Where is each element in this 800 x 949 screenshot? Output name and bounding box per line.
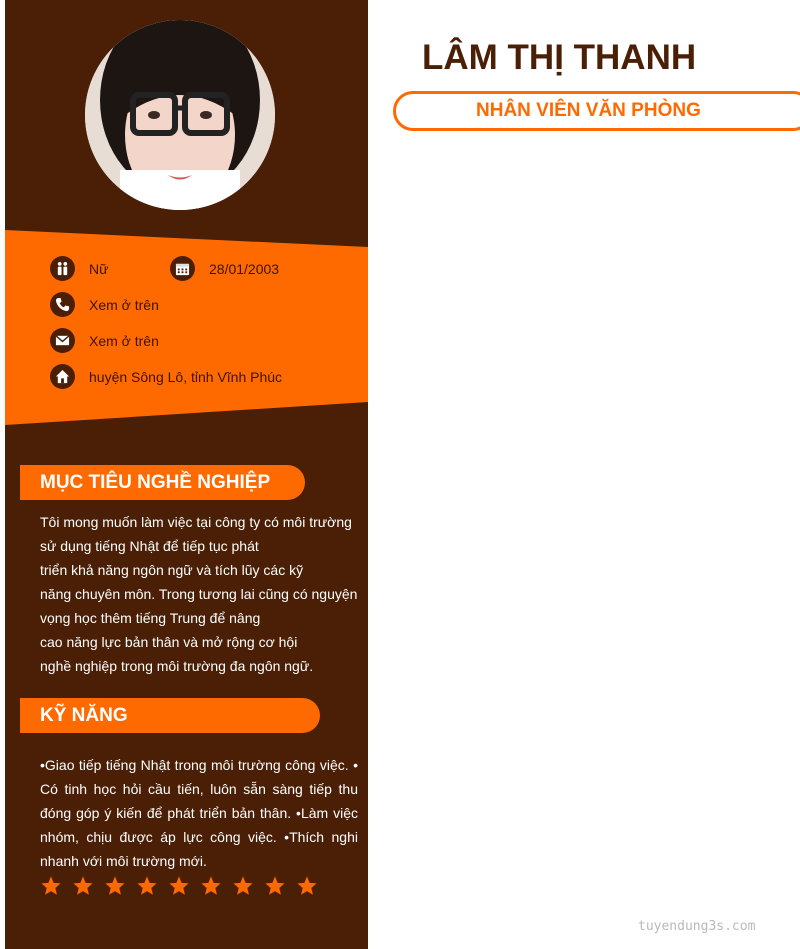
objective-line: Tôi mong muốn làm việc tại công ty có môi trường <box>40 514 352 530</box>
objective-line: nghề nghiệp trong môi trường đa ngôn ngữ. <box>40 658 314 674</box>
objective-line: sử dụng tiếng Nhật để tiếp tục phát <box>40 538 259 554</box>
objective-line: vọng học thêm tiếng Trung để nâng <box>40 610 261 626</box>
objective-heading: MỤC TIÊU NGHỀ NGHIỆP <box>20 465 305 500</box>
contact-phone <box>50 292 159 317</box>
star-icon <box>200 875 222 897</box>
star-icon <box>296 875 318 897</box>
contact-email <box>50 328 159 353</box>
star-icon <box>72 875 94 897</box>
contact-address <box>50 364 282 389</box>
watermark: tuyendung3s.com <box>638 919 756 934</box>
contact-birthday <box>170 256 279 281</box>
star-icon <box>136 875 158 897</box>
phone-value: Xem ở trên <box>89 296 159 313</box>
skill-rating <box>40 875 328 897</box>
birthday-value: 28/01/2003 <box>209 260 280 277</box>
home-icon <box>50 364 75 389</box>
candidate-name: LÂM THỊ THANH <box>422 38 697 77</box>
star-icon <box>264 875 286 897</box>
phone-icon <box>50 292 75 317</box>
address-value: huyện Sông Lô, tỉnh Vĩnh Phúc <box>89 368 283 385</box>
email-value: Xem ở trên <box>89 332 159 349</box>
skills-heading: KỸ NĂNG <box>20 698 320 733</box>
envelope-icon <box>50 328 75 353</box>
job-title: NHÂN VIÊN VĂN PHÒNG <box>476 100 701 121</box>
star-icon <box>104 875 126 897</box>
gender-value: Nữ <box>89 260 109 277</box>
skills-text: •Giao tiếp tiếng Nhật trong môi trường công việc. • Có tinh học hỏi cầu tiến, luôn sẵn sàng tiếp thu đóng góp ý kiến để phát triển bản thân. •Làm việc nhóm, chịu được áp lực công việc. •Thích nghi nhanh với môi trường mới. <box>40 757 358 869</box>
objective-line: năng chuyên môn. Trong tương lai cũng có nguyện <box>40 586 358 602</box>
contact-gender <box>50 256 108 281</box>
objective-line: cao năng lực bản thân và mở rộng cơ hội <box>40 634 298 650</box>
calendar-icon <box>170 256 195 281</box>
job-title-badge <box>393 91 800 131</box>
star-icon <box>168 875 190 897</box>
profile-photo <box>85 20 275 210</box>
objective-text <box>40 510 358 678</box>
star-icon <box>40 875 62 897</box>
gender-icon <box>50 256 75 281</box>
star-icon <box>232 875 254 897</box>
objective-line: triển khả năng ngôn ngữ và tích lũy các kỹ <box>40 562 304 578</box>
